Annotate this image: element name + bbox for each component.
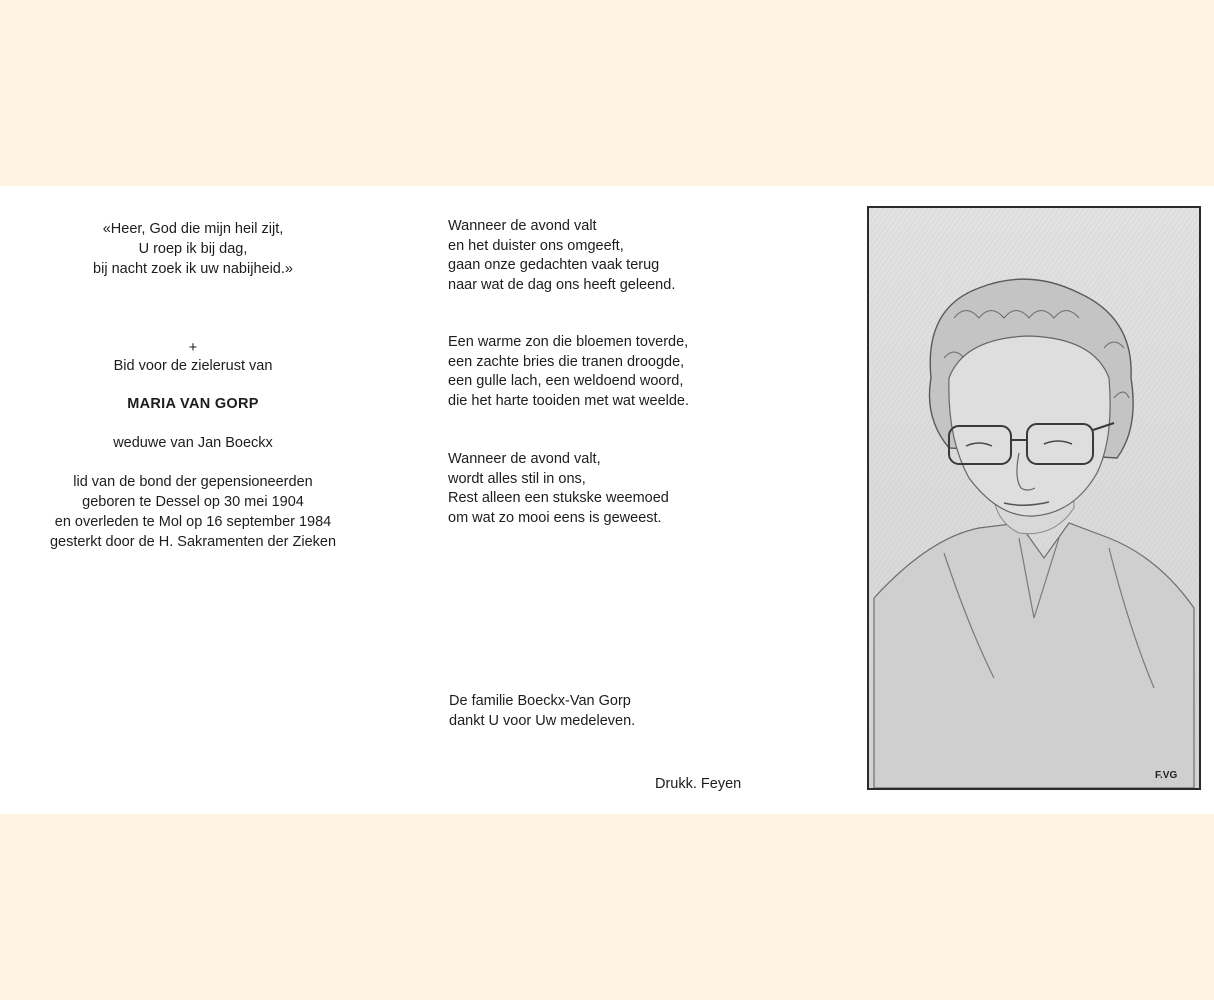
fact-line: en overleden te Mol op 16 september 1984	[54, 514, 332, 530]
poem-line: een gulle lach, een weldoend woord,	[448, 373, 684, 389]
thanks-line: dankt U voor Uw medeleven.	[449, 712, 636, 729]
fact-line: geboren te Dessel op 30 mei 1904	[82, 494, 304, 510]
memorial-card	[0, 186, 1214, 814]
artist-signature: F.VG	[1155, 770, 1178, 781]
quote-line: bij nacht zoek ik uw nabijheid.»	[93, 261, 293, 277]
widow-of: weduwe van Jan Boeckx	[113, 435, 273, 451]
poem-stanza-1	[448, 217, 778, 295]
thanks-line: De familie Boeckx-Van Gorp	[449, 693, 631, 709]
poem-line: wordt alles stil in ons,	[448, 470, 586, 487]
poem-line: die het harte tooiden met wat weelde.	[448, 392, 690, 409]
poem-line: om wat zo mooi eens is geweest.	[448, 509, 662, 526]
poem-line: Wanneer de avond valt	[448, 218, 597, 234]
portrait-shoulders	[874, 523, 1194, 788]
quote-line: «Heer, God die mijn heil zijt,	[102, 221, 284, 237]
poem-stanza-3	[448, 450, 778, 528]
family-thanks	[449, 692, 779, 731]
fact-line: lid van de bond der gepensioneerden	[73, 474, 313, 490]
prayer-request: Bid voor de zielerust van	[113, 358, 273, 374]
life-facts	[18, 472, 368, 552]
deceased-name: MARIA VAN GORP	[127, 396, 259, 412]
poem-line: Een warme zon die bloemen toverde,	[448, 334, 689, 350]
cross-symbol: +	[188, 340, 198, 356]
poem-line: een zachte bries die tranen droogde,	[448, 353, 685, 370]
quote-line: U roep ik bij dag,	[138, 241, 248, 257]
portrait-drawing	[867, 206, 1201, 790]
poem-stanza-2	[448, 333, 778, 411]
poem-line: gaan onze gedachten vaak terug	[448, 257, 660, 273]
poem-line: naar wat de dag ons heeft geleend.	[448, 276, 676, 293]
poem-line: en het duister ons omgeeft,	[448, 237, 624, 254]
printer-credit: Drukk. Feyen	[655, 776, 742, 792]
portrait-sketch-svg	[869, 208, 1199, 788]
poem-line: Wanneer de avond valt,	[448, 451, 601, 467]
opening-quote	[18, 219, 368, 279]
fact-line: gesterkt door de H. Sakramenten der Zieken	[49, 534, 337, 550]
poem-line: Rest alleen een stukske weemoed	[448, 490, 669, 506]
